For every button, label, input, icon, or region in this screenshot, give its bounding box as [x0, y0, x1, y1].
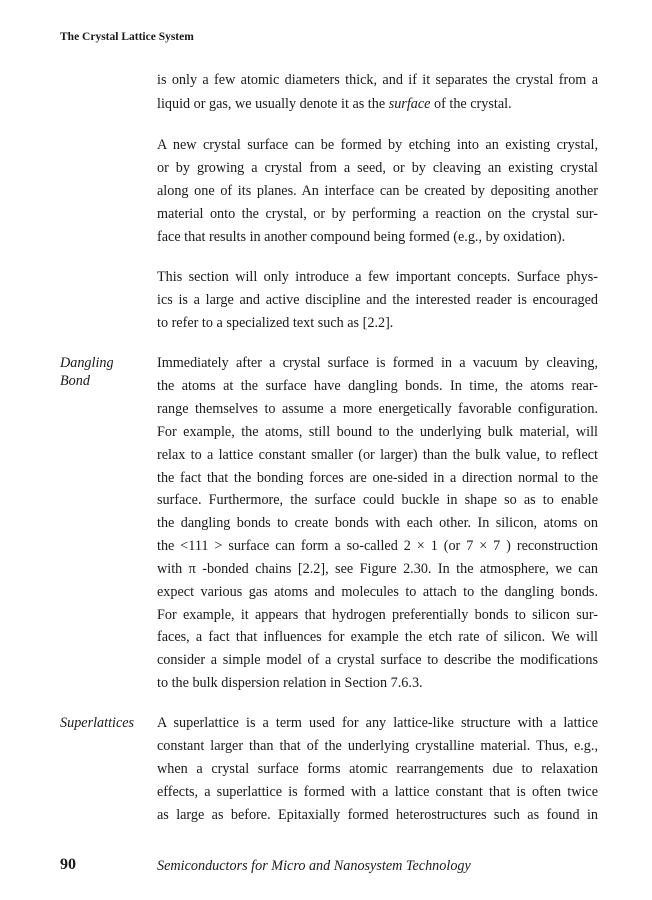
text-line: This section will only introduce a few important concepts. Surface phys-	[157, 269, 598, 285]
text-line: when a crystal surface forms atomic rearrangements due to relaxation	[157, 761, 598, 777]
text-line: material onto the crystal, or by performing a reaction on the crystal sur-	[157, 206, 598, 222]
text-line: Immediately after a crystal surface is formed in a vacuum by cleaving,	[157, 355, 598, 371]
text-line: surface. Furthermore, the surface could buckle in shape so as to enable	[157, 492, 598, 508]
margin-note-line: Dangling	[60, 355, 114, 371]
text-line: For example, it appears that hydrogen preferentially bonds to silicon sur-	[157, 607, 598, 623]
text-line: the <111 > surface can form a so-called 2 × 1 (or 7 × 7 ) reconstruction	[157, 538, 598, 554]
margin-note-superlattices: Superlattices	[60, 715, 135, 731]
text-line: or by growing a crystal from a seed, or by cleaving an existing crystal	[157, 160, 598, 176]
margin-note-dangling-bond	[60, 354, 150, 390]
text-line: with π -bonded chains [2.2], see Figure 2.30. In the atmosphere, we can	[157, 561, 598, 577]
text-line: as large as before. Epitaxially formed heterostructures such as found in	[157, 807, 598, 823]
text-line: expect various gas atoms and molecules to attach to the dangling bonds.	[157, 584, 598, 600]
text-line: the fact that the bonding forces are one-sided in a direction normal to the	[157, 470, 598, 486]
text-line: consider a simple model of a crystal surface to describe the modifications	[157, 652, 598, 668]
text-line: the atoms at the surface have dangling bonds. In time, the atoms rear-	[157, 378, 598, 394]
margin-note-line: Bond	[60, 373, 90, 389]
text-line: is only a few atomic diameters thick, and if it separates the crystal from a	[157, 72, 598, 88]
text-line: A new crystal surface can be formed by etching into an existing crystal,	[157, 137, 598, 153]
book-title: Semiconductors for Micro and Nanosystem Technology	[157, 858, 471, 874]
text-line: to refer to a specialized text such as [2.2].	[157, 315, 394, 331]
text-line: faces, a fact that influences for example the etch rate of silicon. We will	[157, 629, 598, 645]
text-line: along one of its planes. An interface can be created by depositing another	[157, 183, 598, 199]
running-head: The Crystal Lattice System	[60, 31, 194, 43]
text-line: ics is a large and active discipline and the interested reader is encouraged	[157, 292, 598, 308]
text-line: liquid or gas, we usually denote it as the surface of the crystal.	[157, 96, 512, 112]
text-line: face that results in another compound being formed (e.g., by oxidation).	[157, 229, 566, 245]
emphasized-term: surface	[388, 96, 431, 112]
text-line: the dangling bonds to create bonds with each other. In silicon, atoms on	[157, 515, 598, 531]
text-line: range themselves to assume a more energetically favorable configuration.	[157, 401, 598, 417]
text-line: For example, the atoms, still bound to the underlying bulk material, will	[157, 424, 598, 440]
text-line: relax to a lattice constant smaller (or larger) than the bulk value, to reflect	[157, 447, 598, 463]
text-line: effects, a superlattice is formed with a lattice constant that is often twice	[157, 784, 598, 800]
text-line: A superlattice is a term used for any lattice-like structure with a lattice	[157, 715, 598, 731]
text-line: constant larger than that of the underlying crystalline material. Thus, e.g.,	[157, 738, 598, 754]
page-number: 90	[60, 856, 76, 873]
text-line: to the bulk dispersion relation in Section 7.6.3.	[157, 675, 423, 691]
